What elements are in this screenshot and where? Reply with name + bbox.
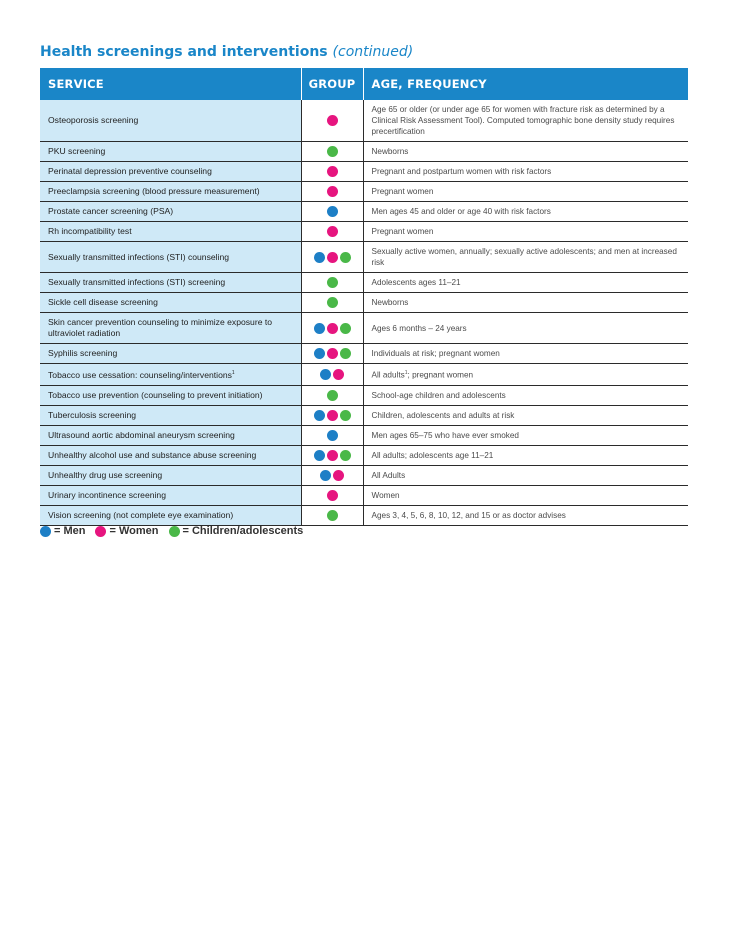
men-dot-icon [314, 348, 325, 359]
age-frequency-text: Women [371, 490, 400, 500]
group-cell [301, 162, 363, 182]
age-frequency-cell [363, 425, 688, 445]
service-cell [40, 313, 301, 344]
service-name: Skin cancer prevention counseling to minimize exposure to ultraviolet radiation [48, 317, 273, 338]
women-dot-icon [327, 226, 338, 237]
age-frequency-cell [363, 100, 688, 142]
men-dot-icon [314, 450, 325, 461]
children-dot-icon [327, 146, 338, 157]
group-cell [301, 293, 363, 313]
age-frequency-cell [363, 142, 688, 162]
age-frequency-cell [363, 162, 688, 182]
service-name: PKU screening [48, 146, 106, 156]
children-dot-icon [340, 252, 351, 263]
women-dot-icon [327, 115, 338, 126]
service-cell [40, 242, 301, 273]
age-frequency-cell [363, 505, 688, 525]
service-cell [40, 202, 301, 222]
women-dot-icon [327, 252, 338, 263]
children-dot-icon [327, 390, 338, 401]
group-cell [301, 142, 363, 162]
legend-men-label: = Men [54, 525, 86, 537]
service-name: Sexually transmitted infections (STI) screening [48, 277, 226, 287]
age-frequency-text: Ages 6 months – 24 years [371, 323, 467, 333]
service-name: Osteoporosis screening [48, 115, 139, 125]
age-frequency-cell [363, 273, 688, 293]
children-dot-icon [327, 297, 338, 308]
group-cell [301, 465, 363, 485]
age-frequency-cell [363, 344, 688, 364]
table-row [40, 425, 688, 445]
women-dot-icon [327, 323, 338, 334]
age-frequency-text: Children, adolescents and adults at risk [371, 410, 515, 420]
service-cell [40, 465, 301, 485]
service-name: Unhealthy drug use screening [48, 469, 163, 480]
table-row [40, 364, 688, 386]
age-frequency-text: Sexually active women, annually; sexually active adolescents; and men at increased risk [371, 247, 677, 267]
age-frequency-text: Individuals at risk; pregnant women [371, 349, 500, 358]
women-dot-icon [327, 186, 338, 197]
service-cell [40, 505, 301, 525]
service-name: Perinatal depression preventive counseling [48, 166, 212, 176]
group-cell [301, 313, 363, 344]
group-cell [301, 273, 363, 293]
women-dot-icon [327, 410, 338, 421]
age-frequency-cell [363, 364, 688, 386]
children-dot-icon [340, 410, 351, 421]
age-frequency-cell [363, 445, 688, 465]
service-cell [40, 273, 301, 293]
group-cell [301, 445, 363, 465]
age-frequency-cell [363, 293, 688, 313]
men-dot-icon [314, 410, 325, 421]
table-row [40, 313, 688, 344]
service-name: Tobacco use prevention (counseling to prevent initiation) [48, 389, 263, 400]
women-dot-icon [333, 470, 344, 481]
age-frequency-text: Men ages 65–75 who have ever smoked [371, 430, 519, 440]
page-title [40, 44, 413, 60]
service-name: Rh incompatibility test [48, 226, 132, 236]
table-row [40, 182, 688, 202]
group-cell [301, 425, 363, 445]
title-continued: (continued) [332, 44, 414, 60]
table-row [40, 273, 688, 293]
table-row [40, 465, 688, 485]
table-header-row [40, 68, 688, 100]
service-name: Prostate cancer screening (PSA) [48, 206, 174, 216]
age-frequency-cell [363, 313, 688, 344]
group-cell [301, 405, 363, 425]
age-frequency-cell [363, 202, 688, 222]
title-main: Health screenings and interventions [40, 44, 328, 60]
table-row [40, 202, 688, 222]
legend-men [40, 525, 85, 537]
service-cell [40, 405, 301, 425]
service-cell [40, 222, 301, 242]
table-row [40, 100, 688, 142]
age-frequency-text: Ages 3, 4, 5, 6, 8, 10, 12, and 15 or as doctor advises [371, 510, 566, 520]
group-cell [301, 242, 363, 273]
women-dot-icon [327, 348, 338, 359]
age-frequency-cell [363, 222, 688, 242]
legend [40, 525, 313, 537]
service-name: Preeclampsia screening (blood pressure measurement) [48, 186, 260, 196]
service-name: Syphilis screening [48, 348, 118, 358]
service-name: Sexually transmitted infections (STI) counseling [48, 251, 230, 262]
age-frequency-cell [363, 465, 688, 485]
table-row [40, 445, 688, 465]
group-cell [301, 100, 363, 142]
men-dot-icon [320, 369, 331, 380]
service-cell [40, 100, 301, 142]
men-dot-icon [314, 323, 325, 334]
column-header-age: AGE, FREQUENCY [363, 68, 688, 100]
column-header-group: GROUP [301, 68, 363, 100]
age-frequency-text: Age 65 or older (or under age 65 for women with fracture risk as determined by a Clinical Risk Assessment Tool). Computed tomographic bone density study requires precertification [371, 105, 675, 136]
age-frequency-text: Adolescents ages 11–21 [371, 278, 461, 287]
legend-children-label: = Children/adolescents [182, 525, 304, 537]
children-dot-icon [327, 510, 338, 521]
women-dot-icon [333, 369, 344, 380]
children-dot-icon [340, 323, 351, 334]
table-row [40, 293, 688, 313]
table-row [40, 162, 688, 182]
table-body [40, 100, 688, 525]
age-frequency-cell [363, 242, 688, 273]
table-row [40, 242, 688, 273]
service-cell [40, 385, 301, 405]
service-cell [40, 162, 301, 182]
service-name: Unhealthy alcohol use and substance abuse screening [48, 449, 257, 460]
service-name: Tuberculosis screening [48, 409, 137, 420]
table-row [40, 385, 688, 405]
group-cell [301, 364, 363, 386]
women-dot-icon [327, 490, 338, 501]
service-cell [40, 485, 301, 505]
table-row [40, 485, 688, 505]
age-frequency-cell [363, 405, 688, 425]
children-dot-icon [340, 450, 351, 461]
service-cell [40, 344, 301, 364]
age-frequency-text: Newborns [371, 298, 409, 307]
men-dot-icon [327, 430, 338, 441]
table-row [40, 405, 688, 425]
age-frequency-text-rest: ; pregnant women [407, 370, 474, 380]
children-dot-icon [327, 277, 338, 288]
women-dot-icon [95, 526, 106, 537]
group-cell [301, 202, 363, 222]
table-row [40, 222, 688, 242]
service-cell [40, 182, 301, 202]
men-dot-icon [40, 526, 51, 537]
legend-women-label: = Women [109, 525, 159, 537]
age-frequency-text: Pregnant women [371, 187, 434, 196]
group-cell [301, 182, 363, 202]
table-row [40, 344, 688, 364]
age-frequency-cell [363, 485, 688, 505]
service-name: Urinary incontinence screening [48, 489, 166, 500]
service-name: Vision screening (not complete eye examination) [48, 509, 234, 520]
children-dot-icon [169, 526, 180, 537]
age-frequency-cell [363, 385, 688, 405]
group-cell [301, 505, 363, 525]
group-cell [301, 344, 363, 364]
age-frequency-text: School-age children and adolescents [371, 390, 506, 400]
age-frequency-text: Pregnant and postpartum women with risk factors [371, 167, 552, 176]
children-dot-icon [340, 348, 351, 359]
legend-children [169, 525, 304, 537]
column-header-service: SERVICE [40, 68, 301, 100]
women-dot-icon [327, 450, 338, 461]
service-cell [40, 445, 301, 465]
age-frequency-text: All adults; adolescents age 11–21 [371, 450, 494, 460]
age-frequency-text: All Adults [371, 470, 406, 480]
service-name: Tobacco use cessation: counseling/interventions [48, 369, 232, 380]
women-dot-icon [327, 166, 338, 177]
service-cell [40, 425, 301, 445]
footnote-marker: 1 [231, 370, 235, 376]
footnote-marker: 1 [404, 370, 408, 377]
age-frequency-text: Newborns [371, 147, 409, 156]
age-frequency-text: All adults [371, 370, 405, 380]
group-cell [301, 385, 363, 405]
group-cell [301, 485, 363, 505]
age-frequency-text: Men ages 45 and older or age 40 with risk factors [371, 207, 551, 216]
service-cell [40, 142, 301, 162]
legend-women [95, 525, 158, 537]
service-cell [40, 364, 301, 386]
table-row [40, 505, 688, 525]
screenings-table [40, 68, 688, 526]
men-dot-icon [320, 470, 331, 481]
service-name: Ultrasound aortic abdominal aneurysm screening [48, 429, 235, 440]
service-cell [40, 293, 301, 313]
table-row [40, 142, 688, 162]
men-dot-icon [314, 252, 325, 263]
group-cell [301, 222, 363, 242]
men-dot-icon [327, 206, 338, 217]
service-name: Sickle cell disease screening [48, 297, 158, 307]
age-frequency-cell [363, 182, 688, 202]
age-frequency-text: Pregnant women [371, 227, 434, 236]
